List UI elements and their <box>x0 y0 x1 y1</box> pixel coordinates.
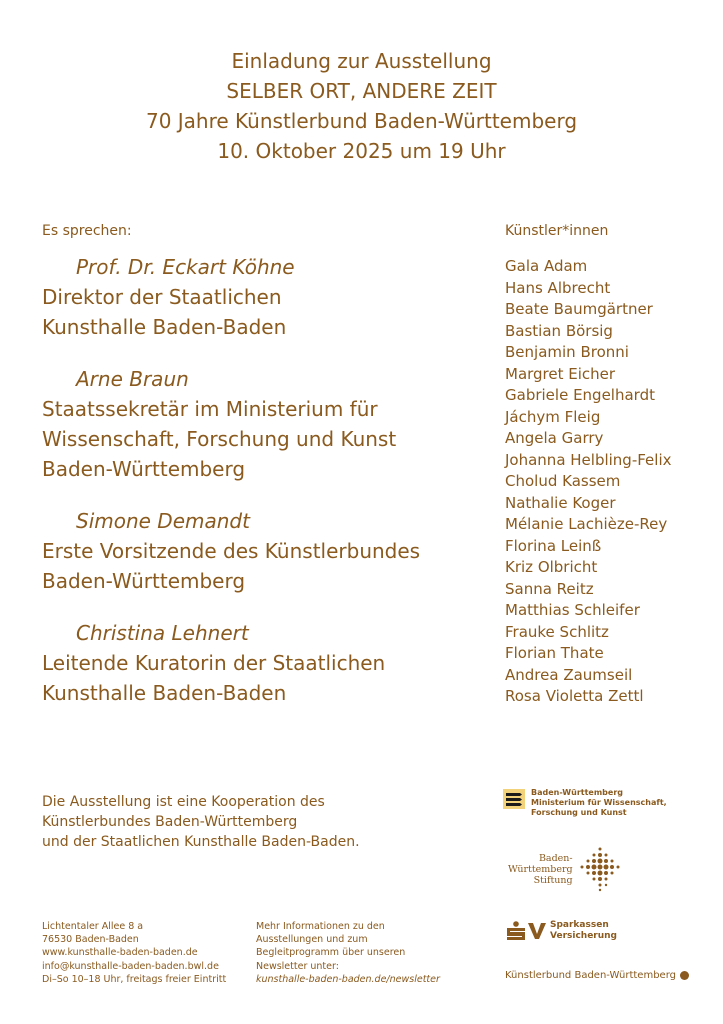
speaker-role-line: Kunsthalle Baden-Baden <box>42 315 287 339</box>
ministry-logo-line: Forschung und Kunst <box>531 808 627 817</box>
address-street: Lichtentaler Allee 8 a <box>42 921 144 932</box>
speaker-role-line: Erste Vorsitzende des Künstlerbundes <box>42 539 421 563</box>
speaker-role-line: Baden-Württemberg <box>42 569 246 593</box>
speaker-role <box>42 282 492 342</box>
artist-name: Mélanie Lachièze-Rey <box>505 515 668 533</box>
stiftung-logo <box>508 846 621 892</box>
kuenstlerbund-dot-icon <box>680 971 689 980</box>
newsletter-line: Newsletter unter: <box>256 960 339 972</box>
stiftung-logo-line: Baden- <box>538 852 573 864</box>
kuenstlerbund-logo-text: Künstlerbund Baden-Württemberg <box>505 970 676 981</box>
address-city: 76530 Baden-Baden <box>42 934 139 946</box>
header-line-anniversary: 70 Jahre Künstlerbund Baden-Württemberg <box>145 109 578 133</box>
speaker-role-line: Kunsthalle Baden-Baden <box>42 681 287 705</box>
artist-name: Nathalie Koger <box>505 493 616 512</box>
speaker-name: Christina Lehnert <box>76 621 249 645</box>
sparkasse-s-icon <box>505 921 527 941</box>
header-line-date: 10. Oktober 2025 um 19 Uhr <box>217 139 506 163</box>
artist-name: Gabriele Engelhardt <box>505 386 655 404</box>
newsletter-line: Begleitprogramm über unseren <box>256 947 406 959</box>
sparkassen-logo <box>505 920 617 941</box>
stiftung-logo-line: Stiftung <box>533 874 573 886</box>
speakers-list <box>42 252 492 730</box>
stiftung-logo-line: Württemberg <box>508 863 573 875</box>
email-link[interactable]: info@kunsthalle-baden-baden.bwl.de <box>42 960 219 972</box>
website-link[interactable]: www.kunsthalle-baden-baden.de <box>42 947 198 959</box>
kuenstlerbund-logo <box>505 970 689 981</box>
contact-block <box>42 920 226 986</box>
cooperation-note <box>42 792 360 852</box>
speaker <box>42 252 492 342</box>
artists-list <box>505 256 672 708</box>
speaker-role-line: Staatssekretär im Ministerium für <box>42 397 378 421</box>
artist-name: Jáchym Fleig <box>505 407 601 426</box>
artist-name: Sanna Reitz <box>505 579 594 598</box>
dot-grid-icon <box>579 846 621 892</box>
speaker-name: Simone Demandt <box>76 509 250 533</box>
artist-name: Andrea Zaumseil <box>505 665 633 684</box>
newsletter-line: Mehr Informationen zu den <box>256 921 385 932</box>
header-line-title: SELBER ORT, ANDERE ZEIT <box>226 79 497 103</box>
header-line-invitation: Einladung zur Ausstellung <box>231 49 492 73</box>
speaker-role <box>42 536 492 596</box>
speaker <box>42 364 492 484</box>
cooperation-line: und der Staatlichen Kunsthalle Baden-Baden. <box>42 834 360 850</box>
lions-emblem-icon <box>503 789 525 809</box>
artists-label: Künstler*innen <box>505 223 609 239</box>
speaker-name: Arne Braun <box>76 367 189 391</box>
artist-name: Florian Thate <box>505 644 604 662</box>
artist-name: Beate Baumgärtner <box>505 300 653 318</box>
speaker-role <box>42 394 492 484</box>
artist-name: Margret Eicher <box>505 364 616 383</box>
speaker-role-line: Baden-Württemberg <box>42 457 246 481</box>
ministry-logo-line: Ministerium für Wissenschaft, <box>531 798 667 807</box>
speaker-role-line: Wissenschaft, Forschung und Kunst <box>42 427 397 451</box>
cooperation-line: Die Ausstellung ist eine Kooperation des <box>42 794 325 810</box>
cooperation-line: Künstlerbundes Baden-Württemberg <box>42 814 298 830</box>
ministry-logo <box>503 788 667 818</box>
speakers-label: Es sprechen: <box>42 223 132 239</box>
artist-name: Rosa Violetta Zettl <box>505 687 644 705</box>
opening-hours: Di–So 10–18 Uhr, freitags freier Eintritt <box>42 973 227 985</box>
artist-name: Hans Albrecht <box>505 278 611 297</box>
sparkassen-logo-line: Versicherung <box>550 930 617 941</box>
artist-name: Kriz Olbricht <box>505 558 598 576</box>
artist-name: Johanna Helbling-Felix <box>505 450 672 469</box>
speaker-role-line: Direktor der Staatlichen <box>42 285 282 309</box>
speaker <box>42 618 492 708</box>
newsletter-info <box>256 920 440 986</box>
speaker-role-line: Leitende Kuratorin der Staatlichen <box>42 651 386 675</box>
sparkassen-logo-line: Sparkassen <box>550 920 609 930</box>
artist-name: Cholud Kassem <box>505 472 621 490</box>
invitation-header <box>0 46 723 166</box>
artist-name: Florina Leinß <box>505 536 602 555</box>
artist-name: Matthias Schleifer <box>505 601 640 619</box>
newsletter-link[interactable]: kunsthalle-baden-baden.de/newsletter <box>256 973 440 985</box>
versicherung-v-icon <box>527 921 547 941</box>
artist-name: Frauke Schlitz <box>505 622 609 641</box>
ministry-logo-line: Baden-Württemberg <box>531 788 624 797</box>
newsletter-line: Ausstellungen und zum <box>256 934 368 946</box>
artist-name: Bastian Börsig <box>505 321 613 340</box>
speaker-role <box>42 648 492 708</box>
speaker <box>42 506 492 596</box>
artist-name: Angela Garry <box>505 429 604 447</box>
artist-name: Benjamin Bronni <box>505 343 629 361</box>
speaker-name: Prof. Dr. Eckart Köhne <box>76 255 295 279</box>
artist-name: Gala Adam <box>505 257 588 275</box>
